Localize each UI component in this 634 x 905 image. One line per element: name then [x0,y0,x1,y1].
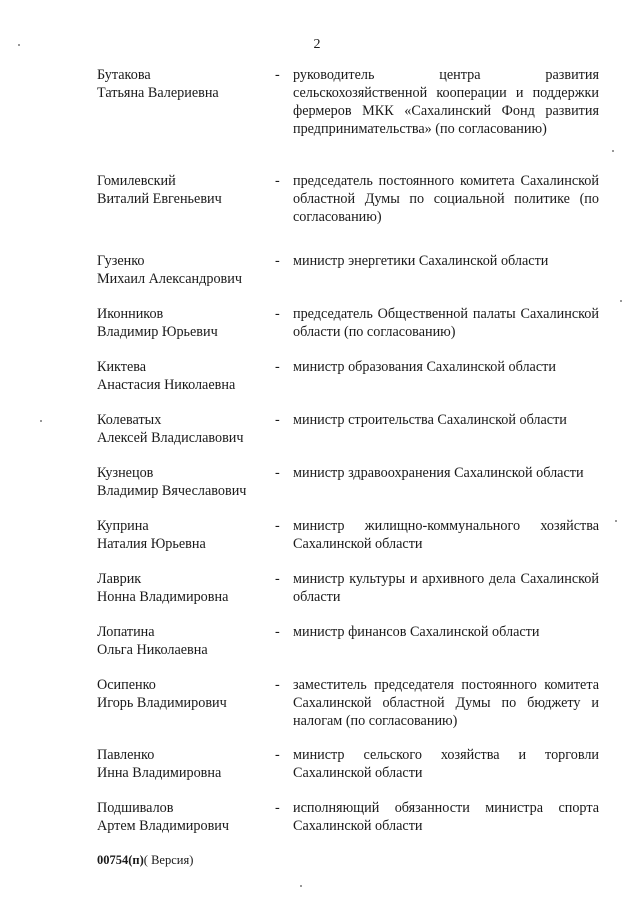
member-position: министр здравоохранения Сахалинской области [293,465,584,481]
member-given-names: Нонна Владимировна [97,589,229,605]
list-item [97,411,599,447]
list-item [97,746,599,782]
member-name [97,358,275,394]
member-name [97,517,275,553]
member-given-names: Наталия Юрьевна [97,536,206,552]
member-name [97,799,275,835]
member-name [97,252,275,288]
member-surname: Лопатина [97,624,155,640]
member-surname: Подшивалов [97,800,174,816]
scan-speck [620,300,622,302]
member-surname: Лаврик [97,571,142,587]
member-surname: Осипенко [97,677,156,693]
member-position: министр строительства Сахалинской области [293,412,567,428]
member-surname: Гузенко [97,253,145,269]
member-position: министр образования Сахалинской области [293,359,556,375]
list-item [97,623,599,659]
member-name [97,746,275,782]
member-given-names: Артем Владимирович [97,818,230,834]
member-given-names: Виталий Евгеньевич [97,191,222,207]
member-given-names: Анастасия Николаевна [97,377,236,393]
document-footer [97,851,193,869]
member-position: исполняющий обязанности министра спорта Сахалинской области [293,800,599,834]
member-position: министр энергетики Сахалинской области [293,253,549,269]
list-item [97,799,599,835]
separator-dash: - [275,67,280,83]
member-surname: Павленко [97,747,155,763]
member-name [97,411,275,447]
separator-dash: - [275,518,280,534]
separator-dash: - [275,571,280,587]
list-item [97,570,599,606]
member-given-names: Татьяна Валериевна [97,85,219,101]
separator-dash: - [275,412,280,428]
page-number: 2 [313,37,321,52]
list-item [97,358,599,394]
separator-dash: - [275,624,280,640]
member-position: министр жилищно-коммунального хозяйства Сахалинской области [293,518,599,552]
scan-speck [40,420,42,422]
scan-speck [300,885,302,887]
list-item [97,464,599,500]
member-name [97,570,275,606]
separator-dash: - [275,677,280,693]
list-item [97,305,599,341]
member-surname: Киктева [97,359,147,375]
member-surname: Иконников [97,306,164,322]
member-position: министр финансов Сахалинской области [293,624,540,640]
separator-dash: - [275,306,280,322]
separator-dash: - [275,253,280,269]
member-surname: Кузнецов [97,465,154,481]
member-surname: Куприна [97,518,149,534]
member-position: министр культуры и архивного дела Сахалинской области [293,571,599,605]
separator-dash: - [275,173,280,189]
separator-dash: - [275,747,280,763]
member-list [97,66,599,852]
member-name [97,172,275,208]
list-item [97,676,599,730]
member-name [97,464,275,500]
member-given-names: Владимир Вячеславович [97,483,247,499]
member-given-names: Владимир Юрьевич [97,324,218,340]
scan-speck [612,150,614,152]
list-item [97,172,599,226]
member-name [97,66,275,102]
list-item [97,517,599,553]
member-position: председатель Общественной палаты Сахалинской области (по согласованию) [293,306,599,340]
separator-dash: - [275,465,280,481]
member-given-names: Ольга Николаевна [97,642,208,658]
member-position: руководитель центра развития сельскохозяйственной кооперации и поддержки фермеров МКК «Сахалинский Фонд развития предпринимательства» (по согласованию) [293,67,599,137]
member-position: заместитель председателя постоянного комитета Сахалинской областной Думы по бюджету и налогам (по согласованию) [293,677,599,729]
member-given-names: Инна Владимировна [97,765,222,781]
member-surname: Бутакова [97,67,151,83]
scan-speck [615,520,617,522]
separator-dash: - [275,359,280,375]
list-item [97,252,599,288]
member-surname: Колеватых [97,412,162,428]
member-position: председатель постоянного комитета Сахалинской областной Думы по социальной политике (по согласованию) [293,173,599,225]
member-given-names: Михаил Александрович [97,271,242,287]
member-name [97,623,275,659]
separator-dash: - [275,800,280,816]
document-version: ( Версия) [143,853,194,867]
member-given-names: Игорь Владимирович [97,695,227,711]
member-name [97,305,275,341]
scan-speck [18,44,20,46]
document-code: 00754(п) [97,853,144,867]
member-position: министр сельского хозяйства и торговли Сахалинской области [293,747,599,781]
member-given-names: Алексей Владиславович [97,430,244,446]
list-item [97,66,599,138]
member-surname: Гомилевский [97,173,176,189]
member-name [97,676,275,712]
